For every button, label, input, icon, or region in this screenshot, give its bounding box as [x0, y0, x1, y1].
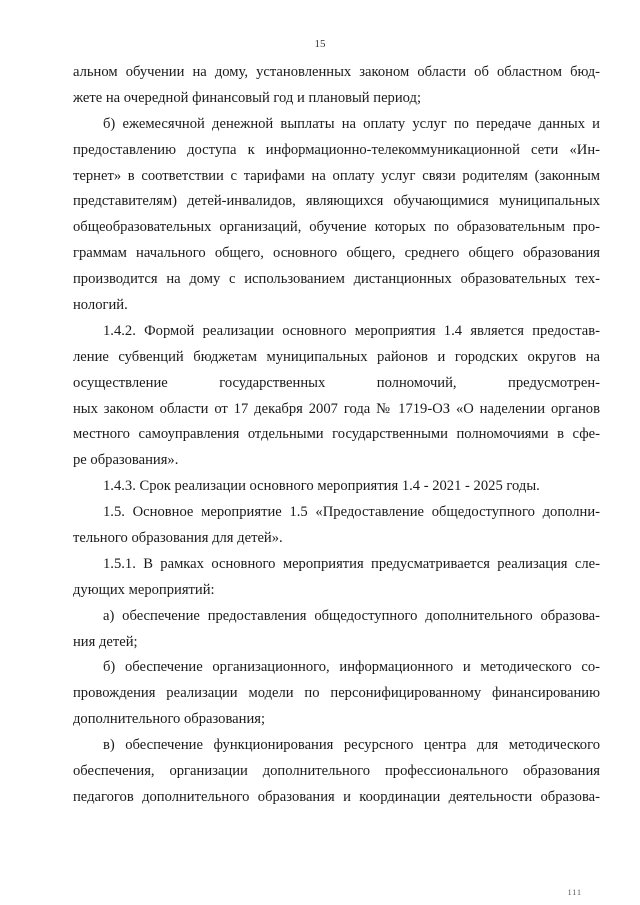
- body-text: [73, 60, 600, 811]
- text-line: ния детей;: [73, 633, 138, 650]
- text-line: тернет» в соответствии с тарифами на оплату услуг связи родителям (законным: [73, 167, 600, 184]
- text-line: ление субвенций бюджетам муниципальных районов и городских округов на: [73, 348, 600, 365]
- text-line: нологий.: [73, 297, 128, 314]
- text-line: общеобразовательных организаций, обучение которых по образовательным про-: [73, 219, 600, 236]
- text-line: предоставлению доступа к информационно-телекоммуникационной сети «Ин-: [73, 141, 600, 158]
- text-line: в) обеспечение функционирования ресурсного центра для методического: [103, 737, 600, 754]
- text-line: тельного образования для детей».: [73, 530, 283, 547]
- text-line: дующих мероприятий:: [73, 581, 215, 598]
- text-line: провождения реализации модели по персонифицированному финансированию: [73, 685, 600, 702]
- text-line: ре образования».: [73, 452, 179, 469]
- text-line: граммам начального общего, основного общего, среднего общего образования: [73, 245, 600, 262]
- text-line: жете на очередной финансовый год и плановый период;: [73, 89, 422, 106]
- page-number: 15: [314, 38, 326, 50]
- text-line: б) обеспечение организационного, информационного и методического со-: [103, 659, 600, 676]
- text-line: б) ежемесячной денежной выплаты на оплату услуг по передаче данных и: [103, 115, 600, 132]
- text-line: дополнительного образования;: [73, 711, 266, 728]
- text-line: а) обеспечение предоставления общедоступного дополнительного образова-: [103, 607, 600, 624]
- text-line: местного самоуправления отдельными государственными полномочиями в сфе-: [73, 426, 600, 443]
- text-line: 1.4.3. Срок реализации основного мероприятия 1.4 - 2021 - 2025 годы.: [103, 478, 540, 495]
- text-line: 1.5.1. В рамках основного мероприятия предусматривается реализация сле-: [103, 555, 600, 572]
- text-line: производится на дому с использованием дистанционных образовательных тех-: [73, 271, 600, 288]
- text-line: альном обучении на дому, установленных законом области об областном бюд-: [73, 64, 600, 80]
- text-line: 1.5. Основное мероприятие 1.5 «Предоставление общедоступного дополни-: [103, 504, 600, 521]
- text-line: ных законом области от 17 декабря 2007 года № 1719-ОЗ «О наделении органов: [73, 400, 600, 417]
- text-line: осуществление государственных полномочий, предусмотрен-: [73, 374, 600, 391]
- corner-mark: 111: [567, 888, 582, 897]
- text-line: педагогов дополнительного образования и координации деятельности образова-: [73, 788, 600, 805]
- text-line: 1.4.2. Формой реализации основного мероприятия 1.4 является предостав-: [103, 322, 600, 339]
- text-line: обеспечения, организации дополнительного профессионального образования: [73, 763, 600, 780]
- text-line: представителям) детей-инвалидов, являющихся обучающимися муниципальных: [73, 193, 600, 210]
